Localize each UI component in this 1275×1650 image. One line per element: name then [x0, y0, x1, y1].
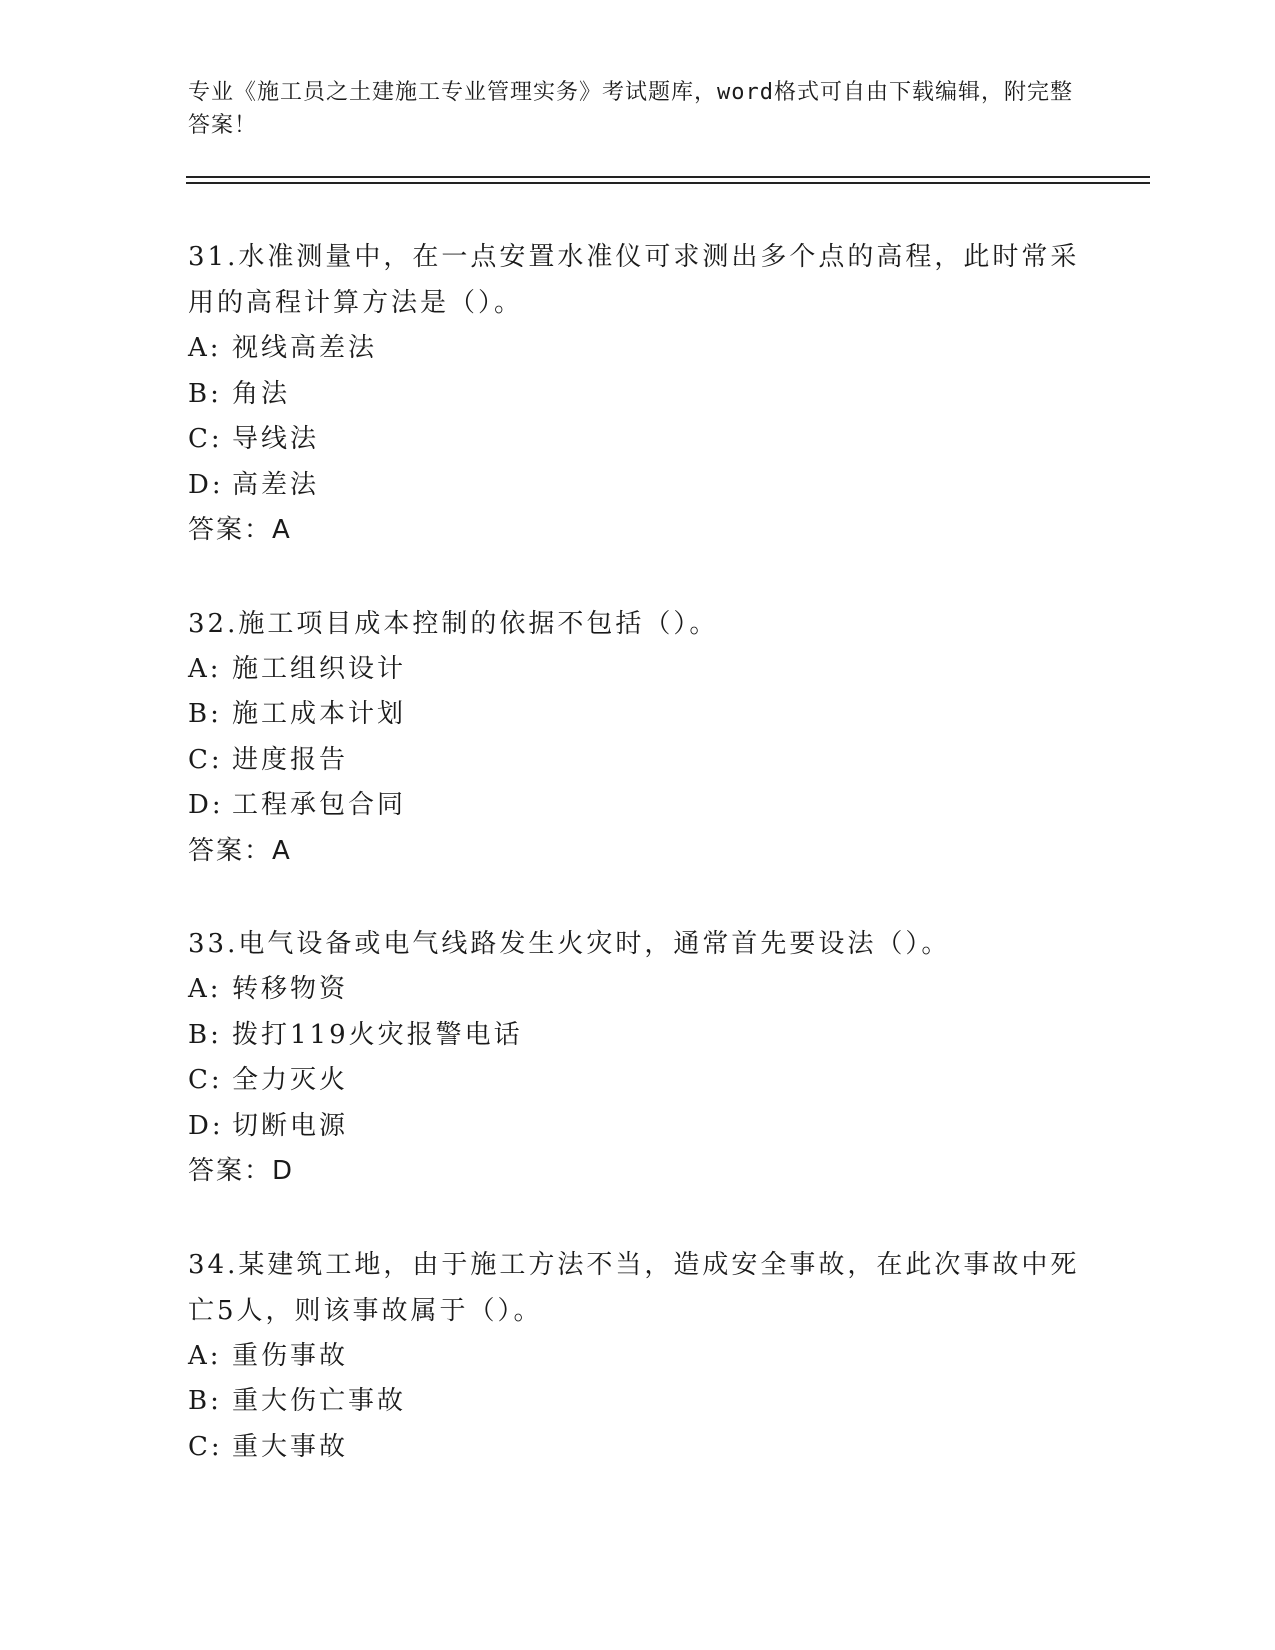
option-letter: D: [188, 790, 224, 820]
option-d [188, 463, 1088, 509]
question-stem: 32.施工项目成本控制的依据不包括（）。 [188, 608, 719, 639]
option-c [188, 738, 1088, 784]
option-letter: A: [188, 653, 222, 684]
question-32 [188, 601, 1088, 875]
option-text: 拨打119火灾报警电话 [232, 1019, 523, 1050]
question-list [188, 234, 1088, 1470]
option-text: 高差法 [232, 469, 320, 500]
option-b [188, 692, 1088, 738]
option-letter: C: [188, 1431, 223, 1462]
option-letter: C: [188, 424, 223, 454]
option-letter: B: [188, 378, 222, 409]
option-letter: B: [188, 1019, 222, 1050]
option-c [188, 1425, 1088, 1471]
option-text: 重伤事故 [232, 1340, 349, 1371]
option-text: 切断电源 [232, 1110, 349, 1141]
option-text: 工程承包合同 [232, 790, 407, 820]
option-a [188, 647, 1088, 693]
option-letter: A: [188, 1340, 222, 1371]
option-text: 施工成本计划 [232, 699, 407, 729]
question-34 [188, 1242, 1088, 1471]
option-text: 重大事故 [232, 1431, 349, 1462]
option-b [188, 1013, 1088, 1059]
option-letter: C: [188, 744, 223, 775]
option-text: 视线高差法 [232, 333, 378, 363]
answer-label: 答案：D [188, 1156, 295, 1186]
option-text: 转移物资 [232, 974, 349, 1004]
option-text: 施工组织设计 [232, 653, 407, 684]
option-a [188, 967, 1088, 1013]
header-divider-bottom [186, 182, 1150, 184]
answer-label: 答案：A [188, 835, 292, 866]
option-text: 角法 [232, 378, 291, 409]
option-c [188, 1058, 1088, 1104]
option-letter: B: [188, 699, 222, 729]
option-letter: D: [188, 1110, 224, 1141]
option-text: 全力灭火 [232, 1065, 349, 1095]
option-letter: D: [188, 469, 224, 500]
question-stem: 31.水准测量中，在一点安置水准仪可求测出多个点的高程，此时常采用的高程计算方法是（）。 [188, 242, 1080, 318]
question-31 [188, 234, 1088, 554]
question-33 [188, 921, 1088, 1195]
option-text: 导线法 [232, 424, 320, 454]
option-d [188, 1104, 1088, 1150]
option-text: 进度报告 [232, 744, 349, 775]
document-header: 专业《施工员之土建施工专业管理实务》考试题库，word格式可自由下载编辑，附完整答案！ [188, 80, 1073, 138]
option-a [188, 326, 1088, 372]
answer-label: 答案：A [188, 515, 292, 545]
question-stem: 33.电气设备或电气线路发生火灾时，通常首先要设法（）。 [188, 929, 951, 959]
option-b [188, 372, 1088, 418]
option-a [188, 1334, 1088, 1380]
header-divider-top [186, 176, 1150, 178]
question-stem: 34.某建筑工地，由于施工方法不当，造成安全事故，在此次事故中死亡5人，则该事故属于（）。 [188, 1249, 1080, 1326]
option-d [188, 783, 1088, 829]
option-b [188, 1379, 1088, 1425]
option-letter: A: [188, 333, 222, 363]
option-letter: A: [188, 974, 222, 1004]
option-text: 重大伤亡事故 [232, 1386, 407, 1416]
option-c [188, 417, 1088, 463]
option-letter: C: [188, 1065, 223, 1095]
option-letter: B: [188, 1386, 222, 1416]
